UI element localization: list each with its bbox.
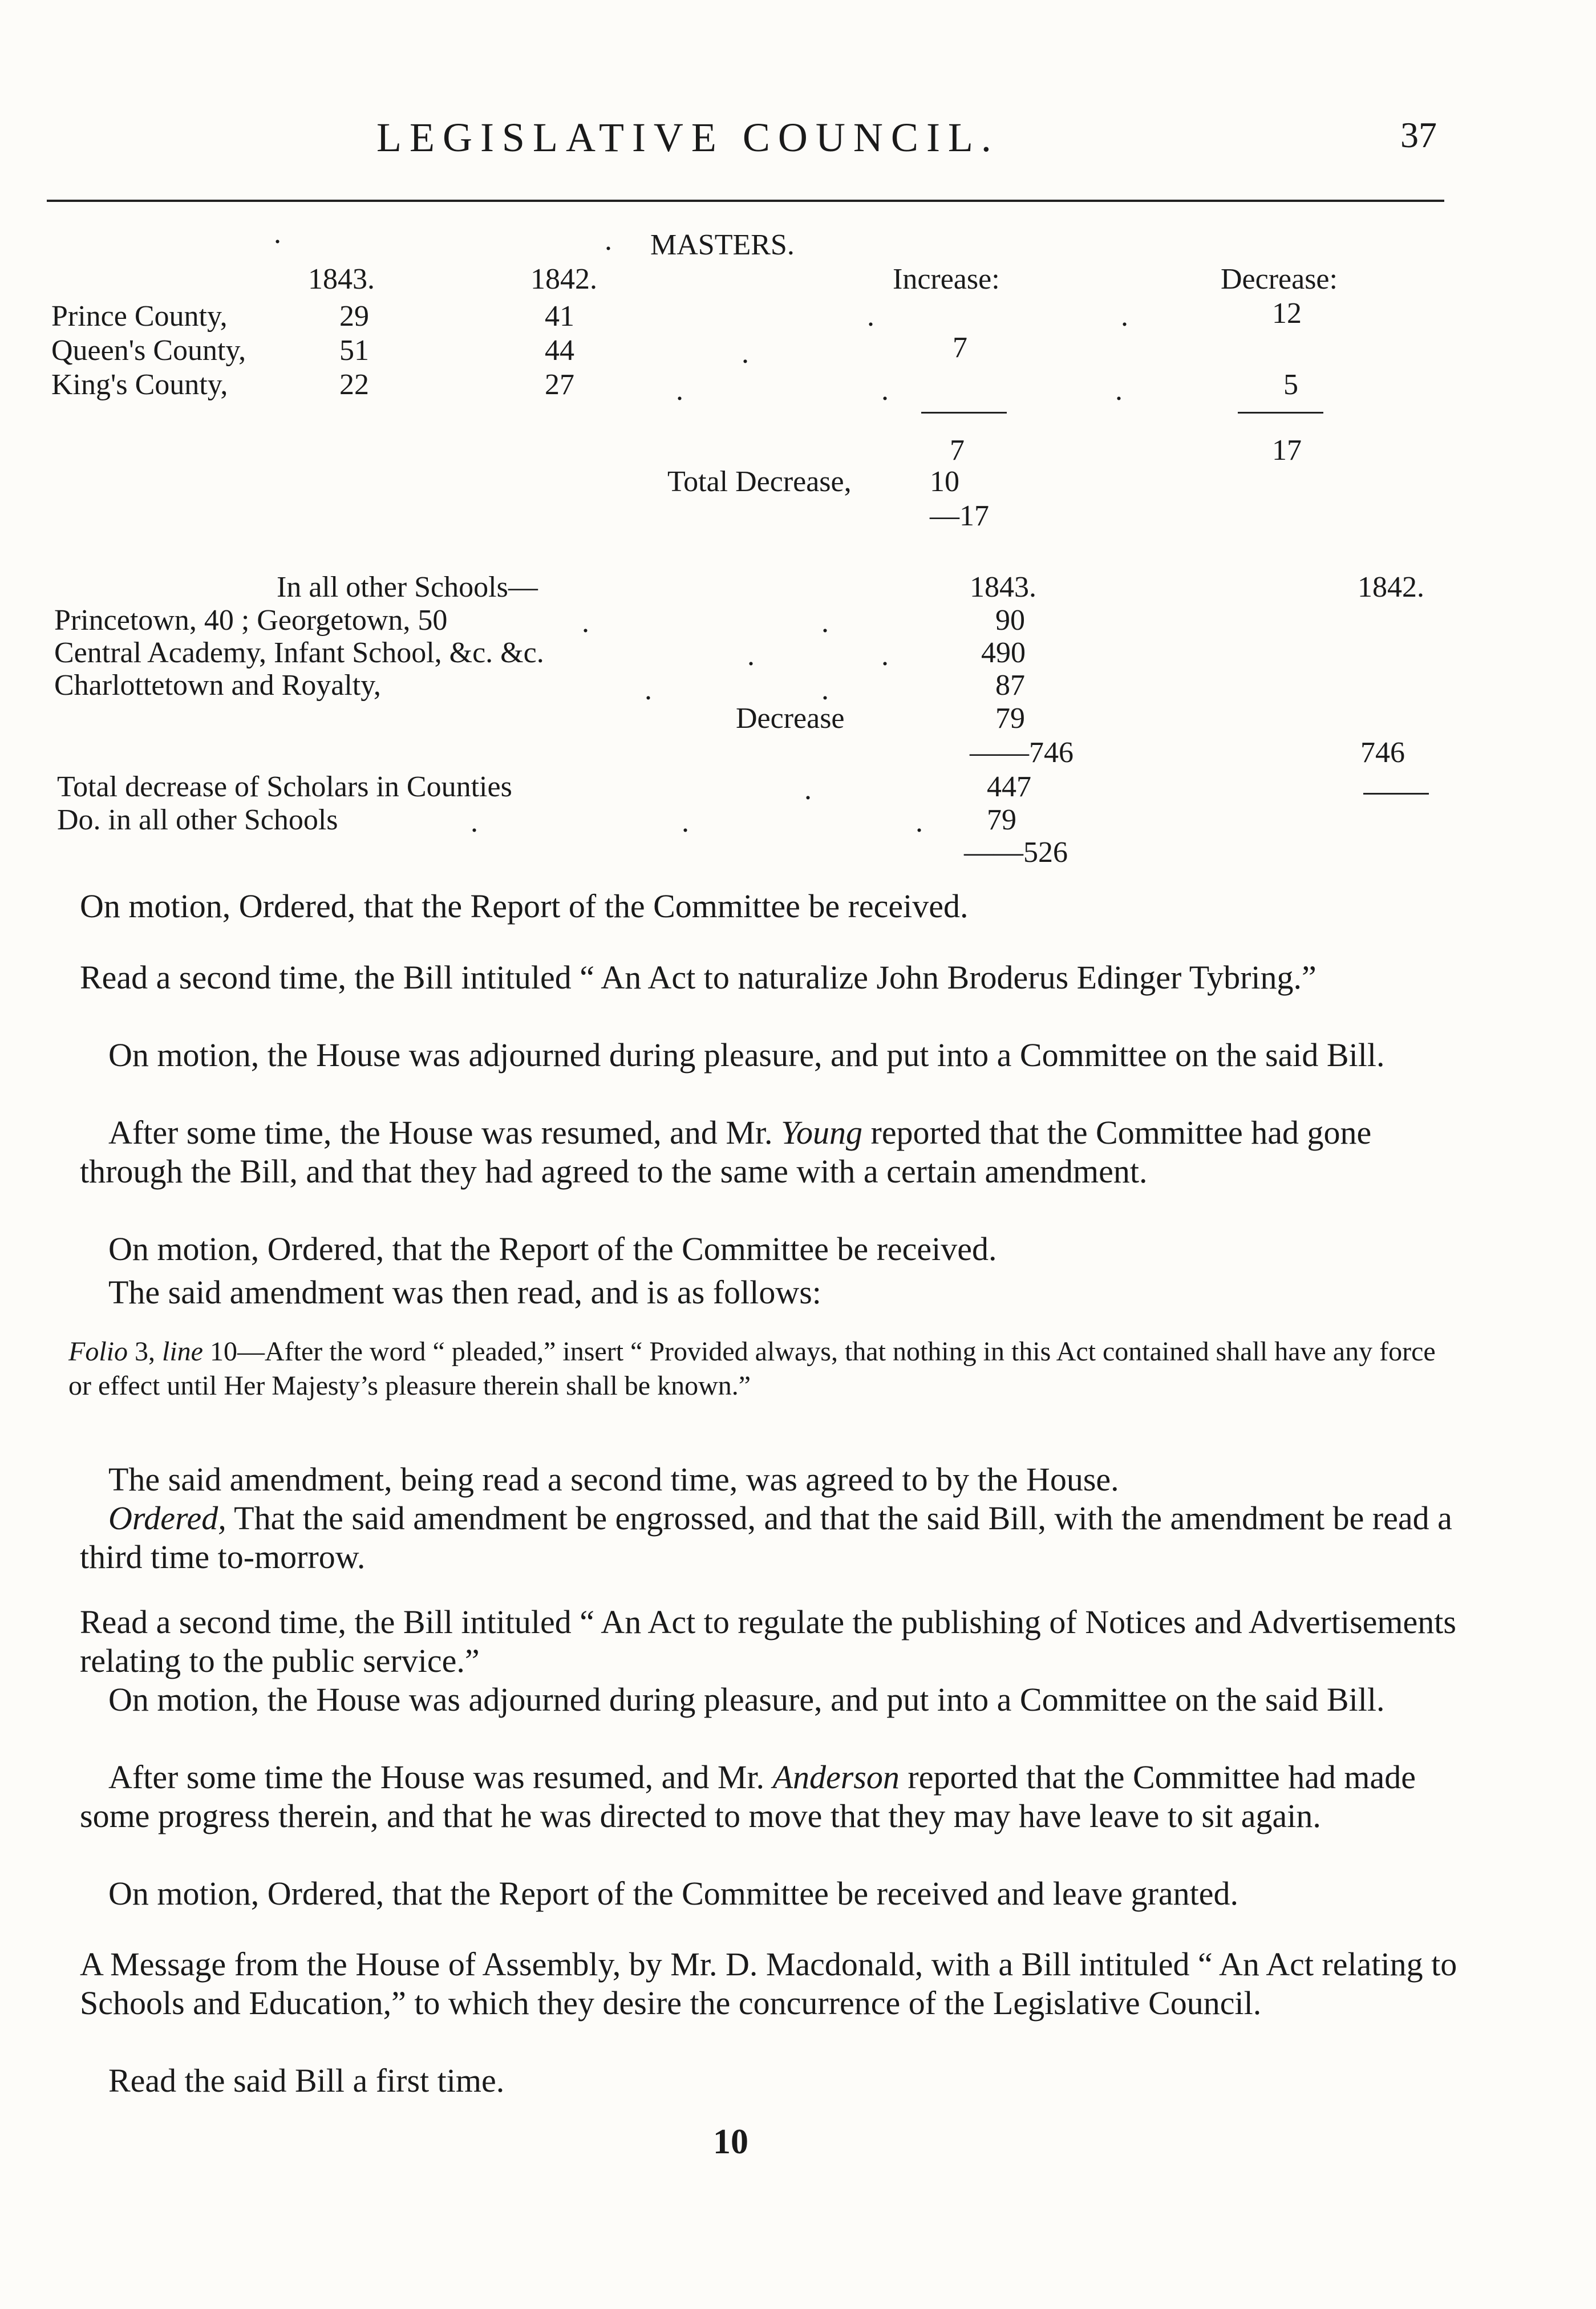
grand-total: ——526 <box>964 836 1068 869</box>
school-label: Princetown, 40 ; Georgetown, 50 <box>54 604 448 637</box>
text-run: After some time the House was resumed, and Mr. <box>108 1759 773 1796</box>
paragraph-message-assembly: A Message from the House of Assembly, by Mr. D. Macdonald, with a Bill intituled “ An Act relating to Schools and Education,” to which they desire the concurrence of the Legislative Council. <box>80 1946 1457 2022</box>
paragraph-second-reading-notices: Read a second time, the Bill intituled “ An Act to regulate the publishing of Notices and Advertisements relating to the public service.” <box>80 1603 1456 1679</box>
paragraph-committee-adjourned: On motion, the House was adjourned during pleasure, and put into a Committee on the said Bill. <box>108 1681 1385 1718</box>
paragraph-committee-adjourned: On motion, the House was adjourned during pleasure, and put into a Committee on the said Bill. <box>108 1036 1385 1074</box>
school-value: 87 <box>995 669 1025 702</box>
leader-dot: . <box>676 374 683 407</box>
decrease-label: Decrease <box>736 702 845 735</box>
running-header-title: LEGISLATIVE COUNCIL. <box>376 115 999 160</box>
text-run: 10—After the word “ pleaded,” insert “ Provided always, that nothing in this Act contained shall have any force or effect until Her Majesty’s pleasure therein shall be known.” <box>68 1336 1436 1401</box>
leader-dot: . <box>645 674 652 706</box>
paragraph-committee-report-anderson <box>80 1758 1460 1836</box>
value-1843: 29 <box>339 300 369 333</box>
value-1843: 22 <box>339 368 369 401</box>
leader-dot: . <box>471 806 478 838</box>
text-run: 3, <box>128 1336 162 1367</box>
leader-dot: . <box>867 300 874 333</box>
leader-dot: . <box>1115 374 1123 407</box>
sum-rule <box>1238 412 1323 414</box>
text-run: reported that the Committee had made some progress therein, and that he was directed to move that they may have leave to sit again. <box>80 1759 1416 1834</box>
paragraph-amendment-read: The said amendment was then read, and is as follows: <box>108 1274 821 1311</box>
county-name: Queen's County, <box>51 334 246 367</box>
paragraph-amendment-agreed: The said amendment, being read a second time, was agreed to by the House. <box>108 1461 1119 1498</box>
amendment-folio-text <box>68 1335 1460 1403</box>
signature-mark: 10 <box>713 2122 748 2161</box>
school-value: 90 <box>995 604 1025 637</box>
total-counties-label: Total decrease of Scholars in Counties <box>57 771 512 803</box>
total-decrease-value: 10 <box>930 465 959 498</box>
text-run: That the said amendment be engrossed, and that the said Bill, with the amendment be read a third time to-morrow. <box>80 1500 1452 1575</box>
sum-rule <box>1363 793 1429 795</box>
sum-rule <box>921 412 1007 414</box>
ordered-label: Ordered, <box>108 1500 226 1537</box>
total-decrease-label: Total Decrease, <box>667 465 852 498</box>
leader-dot: . <box>1121 300 1128 333</box>
value-decrease: 5 <box>1283 368 1298 401</box>
leader-dot: . <box>881 374 889 407</box>
member-name: Anderson <box>772 1759 900 1796</box>
paragraph-ordered-engrossed <box>80 1499 1460 1577</box>
paragraph-report-received: On motion, Ordered, that the Report of the Committee be received. <box>80 888 969 925</box>
value-1842: 44 <box>545 334 574 367</box>
line-label: line <box>162 1336 203 1367</box>
paragraph-report-leave-granted: On motion, Ordered, that the Report of the Committee be received and leave granted. <box>108 1875 1238 1912</box>
leader-dot: . <box>821 606 829 639</box>
decrease-sum: 17 <box>1272 434 1302 467</box>
leader-dot: . <box>821 674 829 706</box>
masters-col-1842: 1842. <box>530 263 597 295</box>
value-1842: 41 <box>545 300 574 333</box>
total-decrease-result: —17 <box>930 500 989 532</box>
masters-col-increase: Increase: <box>893 263 1000 295</box>
header-rule <box>47 200 1444 202</box>
increase-sum: 7 <box>950 434 965 467</box>
school-label: Charlottetown and Royalty, <box>54 669 381 702</box>
masters-col-decrease: Decrease: <box>1221 263 1338 295</box>
value-decrease: 12 <box>1272 297 1302 330</box>
leader-dot: . <box>747 639 755 672</box>
school-label: Central Academy, Infant School, &c. &c. <box>54 637 544 669</box>
paragraph-second-reading-naturalize: Read a second time, the Bill intituled “ An Act to naturalize John Broderus Edinger Tybring.” <box>80 959 1317 996</box>
other-col-1842: 1842. <box>1358 571 1424 603</box>
value-increase: 7 <box>953 331 967 364</box>
leader-dot: . <box>605 224 612 257</box>
leader-dot: . <box>916 806 923 838</box>
value-1842: 27 <box>545 368 574 401</box>
leader-dot: . <box>274 217 281 250</box>
masters-title: MASTERS. <box>650 229 795 261</box>
paragraph-report-received: On motion, Ordered, that the Report of the Committee be received. <box>108 1230 997 1267</box>
total-other-label: Do. in all other Schools <box>57 804 338 836</box>
leader-dot: . <box>881 639 889 672</box>
other-schools-heading: In all other Schools— <box>277 571 538 603</box>
leader-dot: . <box>742 337 749 370</box>
leader-dot: . <box>682 806 689 838</box>
total-other-value: 79 <box>987 804 1016 836</box>
member-name: Young <box>781 1114 862 1151</box>
text-run: After some time, the House was resumed, and Mr. <box>108 1114 781 1151</box>
total-counties-value: 447 <box>987 771 1031 803</box>
leader-dot: . <box>582 606 589 639</box>
folio-label: Folio <box>68 1336 128 1367</box>
county-name: King's County, <box>51 368 228 401</box>
subtotal-1842: 746 <box>1360 736 1405 769</box>
school-value: 490 <box>981 637 1026 669</box>
leader-dot: . <box>804 773 812 806</box>
county-name: Prince County, <box>51 300 228 333</box>
subtotal-1843: ——746 <box>970 736 1074 769</box>
value-1843: 51 <box>339 334 369 367</box>
other-col-1843: 1843. <box>970 571 1036 603</box>
text-run: reported that the Committee had gone through the Bill, and that they had agreed to the same with a certain amendment. <box>80 1114 1372 1190</box>
decrease-value: 79 <box>995 702 1025 735</box>
paragraph-committee-report-young <box>80 1113 1460 1191</box>
masters-col-1843: 1843. <box>308 263 375 295</box>
paragraph-first-reading: Read the said Bill a first time. <box>108 2062 505 2099</box>
page-number: 37 <box>1400 115 1437 155</box>
